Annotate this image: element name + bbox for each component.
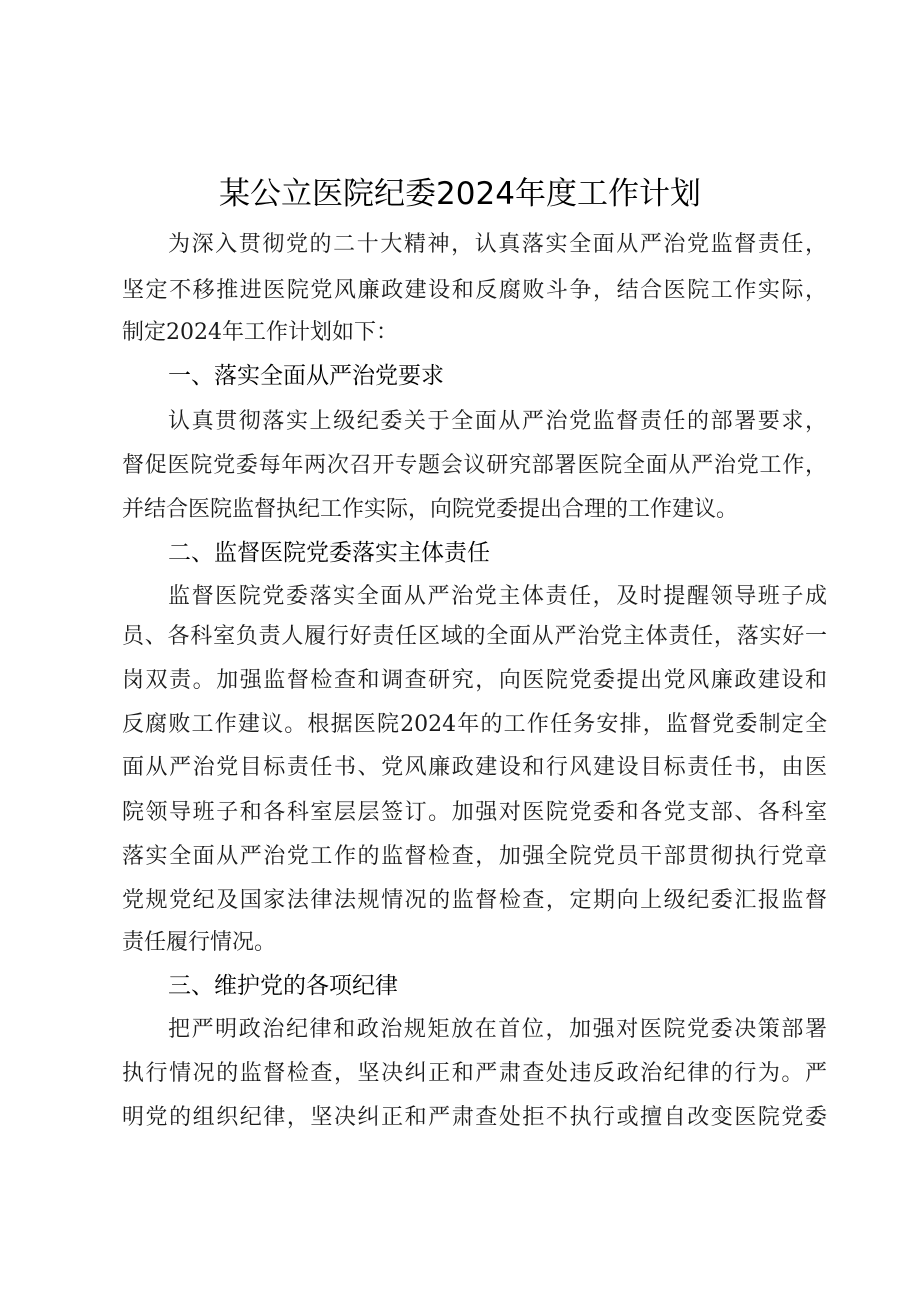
section-3-line-1: 把严明政治纪律和政治规矩放在首位，加强对医院党委决策部署 [168,1017,827,1042]
section-3-line-2: 执行情况的监督检查，坚决纠正和严肃查处违反政治纪律的行为。严 [122,1061,827,1086]
intro-line-2: 坚定不移推进医院党风廉政建设和反腐败斗争，结合医院工作实际， [122,278,827,303]
section-1-line-1: 认真贯彻落实上级纪委关于全面从严治党监督责任的部署要求， [168,409,827,434]
section-2-heading: 二、监督医院党委落实主体责任 [168,540,490,566]
section-2-line-7: 落实全面从严治党工作的监督检查，加强全院党员干部贯彻执行党章 [122,844,827,869]
section-1-line-3: 并结合医院监督执纪工作实际，向院党委提出合理的工作建议。 [122,497,739,522]
section-1-heading: 一、落实全面从严治党要求 [168,363,444,389]
section-1-line-2: 督促医院党委每年两次召开专题会议研究部署医院全面从严治党工作， [122,453,827,478]
section-3-heading: 三、维护党的各项纪律 [168,973,398,999]
section-2-line-1: 监督医院党委落实全面从严治党主体责任，及时提醒领导班子成 [168,584,827,609]
section-2-line-3: 岗双责。加强监督检查和调查研究，向医院党委提出党风廉政建设和 [122,668,827,693]
document-title: 某公立医院纪委2024年度工作计划 [219,176,701,212]
section-2-line-2: 员、各科室负责人履行好责任区域的全面从严治党主体责任，落实好一 [122,624,827,649]
section-3-line-3: 明党的组织纪律，坚决纠正和严肃查处拒不执行或擅自改变医院党委 [122,1105,827,1130]
intro-line-3: 制定2024年工作计划如下： [122,320,398,345]
section-2-line-6: 院领导班子和各科室层层签订。加强对医院党委和各党支部、各科室 [122,800,827,825]
intro-line-1: 为深入贯彻党的二十大精神，认真落实全面从严治党监督责任， [168,232,827,257]
section-2-line-9: 责任履行情况。 [122,930,277,955]
section-2-line-4: 反腐败工作建议。根据医院2024年的工作任务安排，监督党委制定全 [122,712,827,737]
section-2-line-8: 党规党纪及国家法律法规情况的监督检查，定期向上级纪委汇报监督 [122,888,827,913]
section-2-line-5: 面从严治党目标责任书、党风廉政建设和行风建设目标责任书，由医 [122,755,827,780]
